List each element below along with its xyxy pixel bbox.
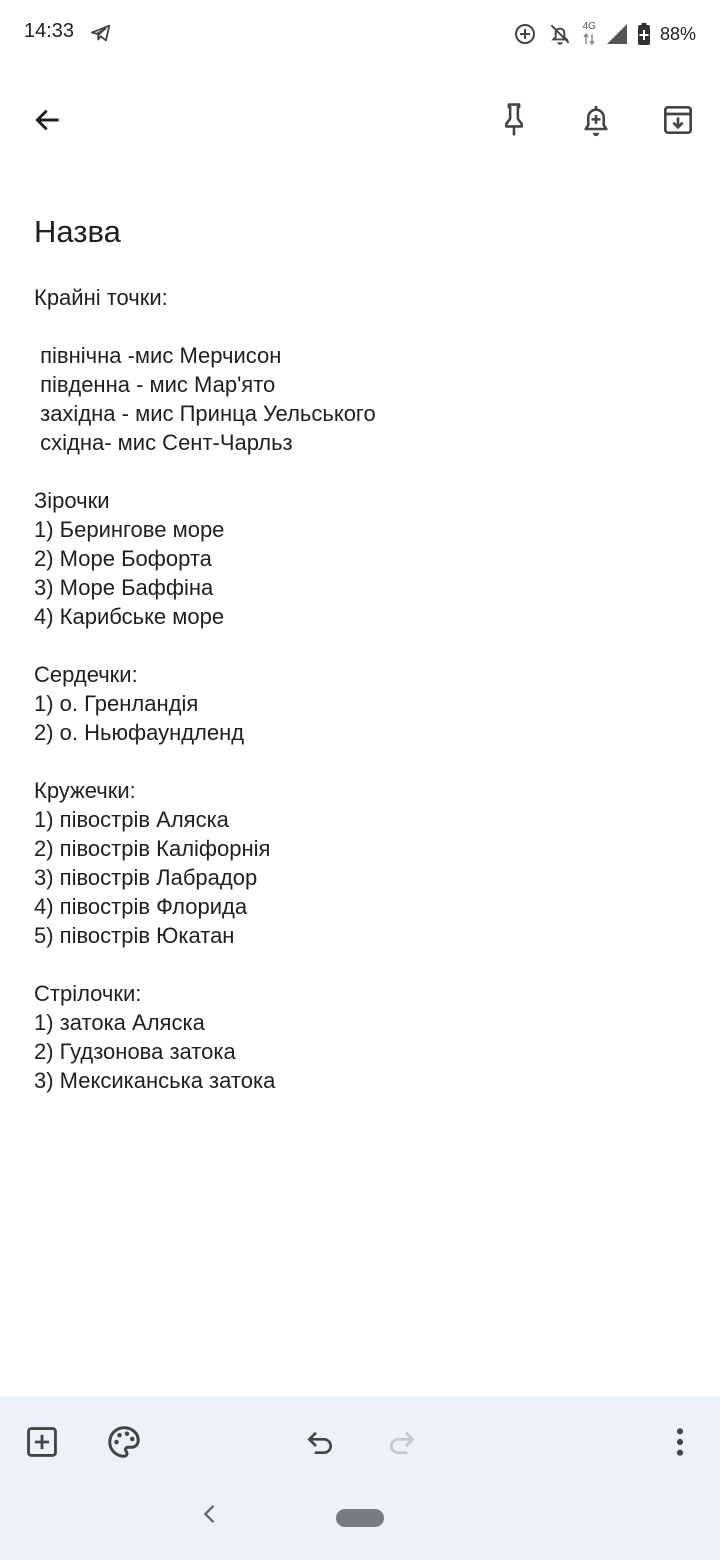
top-app-bar <box>0 80 720 160</box>
archive-icon <box>662 104 694 136</box>
note-line: 1) Берингове море <box>34 517 225 542</box>
network-type: 4G <box>582 21 596 32</box>
nav-home-pill[interactable] <box>336 1509 384 1527</box>
signal-icon <box>606 23 628 45</box>
note-line <box>34 312 694 341</box>
palette-icon <box>106 1424 142 1460</box>
back-button[interactable] <box>20 92 76 148</box>
telegram-icon <box>90 22 112 44</box>
redo-icon <box>386 1426 418 1458</box>
more-options-button[interactable] <box>652 1414 708 1470</box>
data-arrows-icon <box>583 32 595 46</box>
note-line: Кружечки: <box>34 778 136 803</box>
palette-button[interactable] <box>96 1414 152 1470</box>
undo-icon <box>304 1426 336 1458</box>
undo-button[interactable] <box>292 1414 348 1470</box>
note-title[interactable]: Назва <box>34 214 121 249</box>
note-line <box>34 747 694 776</box>
note-line <box>34 950 694 979</box>
data-saver-icon <box>513 22 537 46</box>
note-line: 1) о. Гренландія <box>34 691 199 716</box>
notifications-off-icon <box>547 21 573 47</box>
network-indicator <box>583 22 596 46</box>
back-arrow-icon <box>32 104 64 136</box>
reminder-bell-icon <box>580 102 612 138</box>
note-line: 4) півострів Флорида <box>34 894 248 919</box>
pin-icon <box>498 102 530 138</box>
archive-button[interactable] <box>650 92 706 148</box>
note-line <box>34 631 694 660</box>
note-line: Зірочки <box>34 488 110 513</box>
status-icons <box>513 18 696 50</box>
pin-button[interactable] <box>486 92 542 148</box>
nav-back-icon[interactable] <box>196 1500 224 1528</box>
add-button[interactable] <box>14 1414 70 1470</box>
note-line: південна - мис Мар'ято <box>34 372 276 397</box>
note-line: північна -мис Мерчисон <box>34 343 282 368</box>
note-body[interactable] <box>34 283 694 1095</box>
note-line: західна - мис Принца Уельського <box>34 401 376 426</box>
more-vert-icon <box>674 1426 686 1458</box>
status-bar <box>0 0 720 68</box>
reminder-button[interactable] <box>568 92 624 148</box>
battery-percentage: 88% <box>659 23 696 44</box>
status-time: 14:33 <box>24 20 75 42</box>
note-line <box>34 457 694 486</box>
add-box-icon <box>25 1425 59 1459</box>
note-line: східна- мис Сент-Чарльз <box>34 430 293 455</box>
note-line: 1) півострів Аляска <box>34 807 229 832</box>
note-line: Сердечки: <box>34 662 138 687</box>
note-line: 2) півострів Каліфорнія <box>34 836 271 861</box>
note-line: 3) Мексиканська затока <box>34 1068 276 1093</box>
battery-icon <box>638 23 650 45</box>
note-line: 2) Море Бофорта <box>34 546 212 571</box>
note-line: Крайні точки: <box>34 285 168 310</box>
note-line: 5) півострів Юкатан <box>34 923 235 948</box>
note-line: Стрілочки: <box>34 981 142 1006</box>
note-line: 2) Гудзонова затока <box>34 1039 236 1064</box>
note-line: 3) Море Баффіна <box>34 575 214 600</box>
note-line: 1) затока Аляска <box>34 1010 205 1035</box>
note-line: 4) Карибське море <box>34 604 225 629</box>
bottom-toolbar <box>0 1396 720 1560</box>
note-line: 2) о. Ньюфаундленд <box>34 720 245 745</box>
note-line: 3) півострів Лабрадор <box>34 865 258 890</box>
redo-button[interactable] <box>374 1414 430 1470</box>
